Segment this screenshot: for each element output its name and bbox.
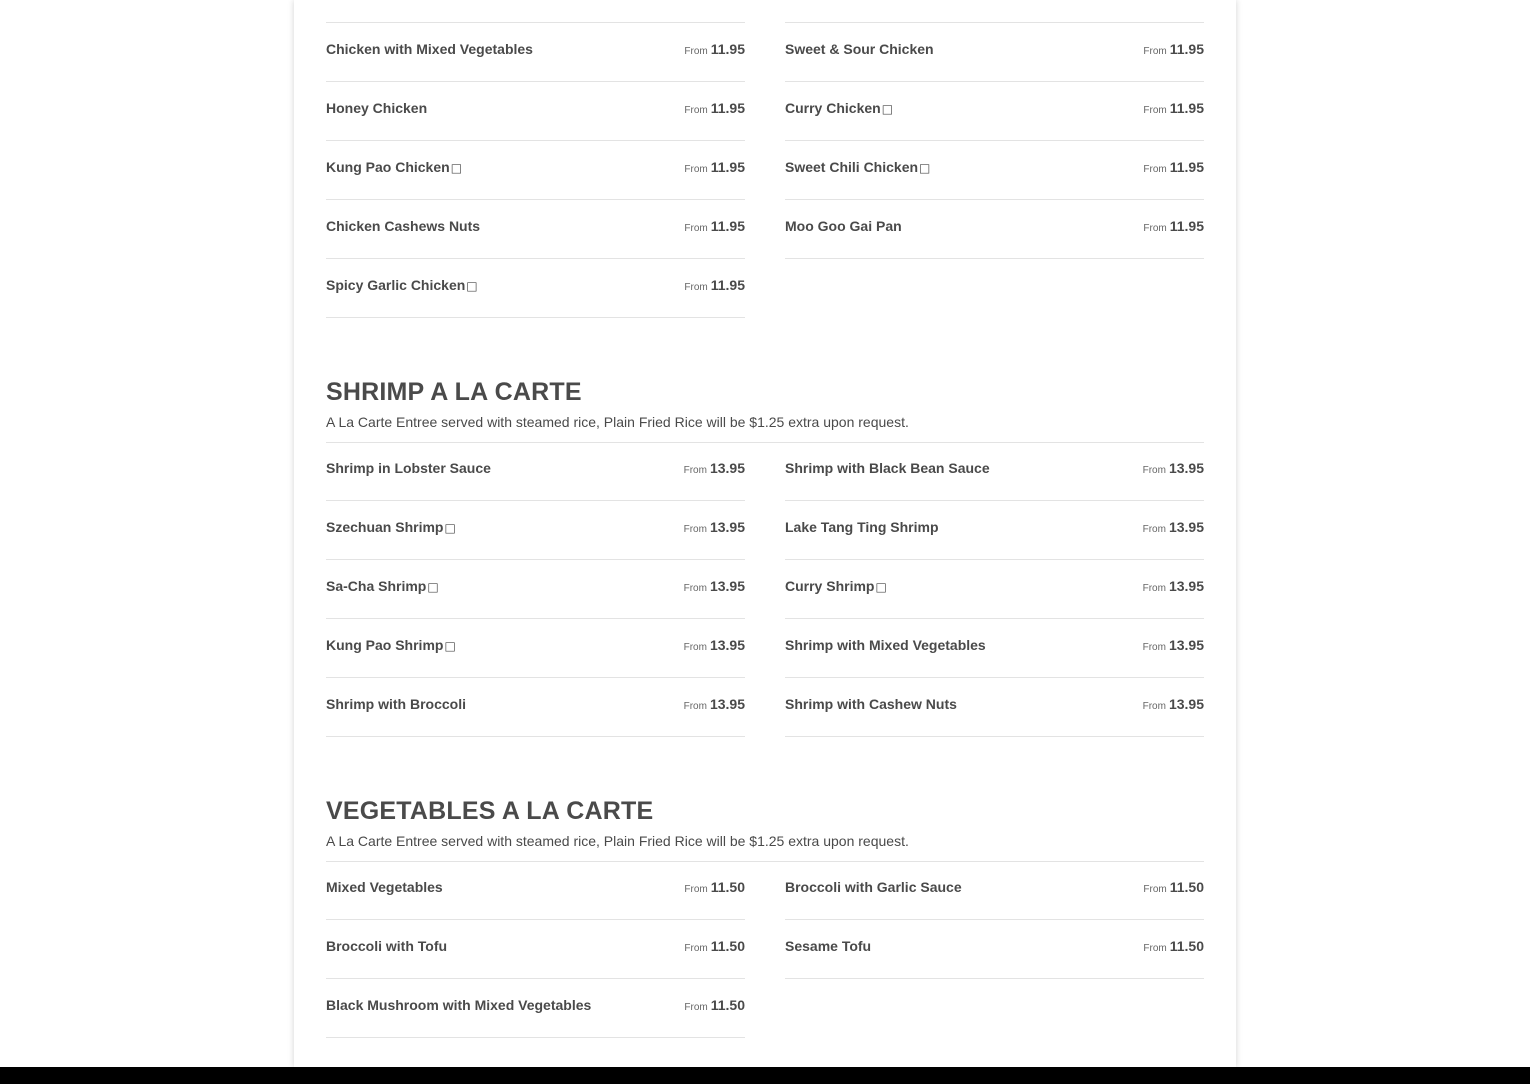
- menu-item-price: [1143, 578, 1204, 597]
- menu-item-name-text: Black Mushroom with Mixed Vegetables: [326, 997, 592, 1013]
- menu-item-price: [684, 41, 745, 60]
- price-amount: 13.95: [1168, 578, 1204, 594]
- menu-item-name: [785, 637, 986, 653]
- menu-item-name: [326, 696, 466, 712]
- spicy-icon: □: [466, 279, 478, 293]
- menu-item-name-text: Broccoli with Garlic Sauce: [785, 879, 962, 895]
- from-label: From: [1143, 884, 1167, 895]
- menu-item-name-text: Shrimp with Cashew Nuts: [785, 696, 957, 712]
- menu-item[interactable]: [785, 920, 1204, 979]
- menu-item[interactable]: [326, 141, 745, 200]
- menu-item-price: [1143, 218, 1204, 237]
- menu-item[interactable]: [326, 200, 745, 259]
- menu-item-price: [684, 218, 745, 237]
- vegetables-column-right: [785, 861, 1204, 979]
- spicy-icon: □: [881, 102, 894, 116]
- price-amount: 11.95: [1169, 100, 1204, 116]
- menu-item-name: [326, 879, 443, 895]
- menu-item[interactable]: [785, 23, 1204, 82]
- chicken-column-left: [326, 22, 745, 318]
- menu-item-price: [1143, 41, 1204, 60]
- price-amount: 11.95: [1169, 218, 1204, 234]
- price-amount: 11.50: [1169, 879, 1204, 895]
- from-label: From: [683, 642, 707, 653]
- price-amount: 13.95: [1168, 637, 1204, 653]
- price-amount: 11.95: [710, 218, 745, 234]
- from-label: From: [684, 884, 708, 895]
- menu-item[interactable]: [326, 678, 745, 737]
- menu-item-name-text: Chicken Cashews Nuts: [326, 218, 481, 234]
- menu-item-price: [684, 100, 745, 119]
- from-label: From: [683, 583, 707, 594]
- price-amount: 11.95: [710, 41, 745, 57]
- menu-item-price: [684, 460, 745, 479]
- menu-item-name-text: Szechuan Shrimp: [326, 519, 444, 535]
- menu-item-name: [785, 218, 902, 234]
- menu-item-name: [785, 460, 990, 476]
- menu-item-name: [785, 938, 871, 954]
- price-amount: 11.95: [710, 100, 745, 116]
- menu-item-price: [1143, 938, 1204, 957]
- menu-item-name-text: Shrimp with Black Bean Sauce: [785, 460, 990, 476]
- menu-item-price: [1143, 879, 1204, 898]
- from-label: From: [1143, 164, 1167, 175]
- price-amount: 11.50: [710, 879, 745, 895]
- menu-item[interactable]: [326, 619, 745, 678]
- menu-item[interactable]: [785, 678, 1204, 737]
- from-label: From: [684, 105, 708, 116]
- menu-item[interactable]: [326, 82, 745, 141]
- footer-bar: [0, 1067, 1530, 1084]
- section-title: VEGETABLES A LA CARTE: [326, 797, 654, 825]
- menu-item-name-text: Sa-Cha Shrimp: [326, 578, 427, 594]
- price-amount: 13.95: [1168, 696, 1204, 712]
- menu-item[interactable]: [785, 82, 1204, 141]
- menu-item-price: [1143, 100, 1204, 119]
- price-amount: 11.95: [1169, 159, 1204, 175]
- shrimp-section: [326, 377, 1204, 712]
- menu-item-name: [785, 100, 893, 117]
- menu-item-price: [1143, 696, 1204, 715]
- price-amount: 13.95: [709, 460, 745, 476]
- from-label: From: [1143, 223, 1167, 234]
- menu-item-price: [684, 997, 745, 1016]
- menu-item-name: [326, 519, 456, 536]
- menu-item-name-text: Curry Shrimp: [785, 578, 875, 594]
- shrimp-column-right: [785, 442, 1204, 737]
- from-label: From: [684, 282, 708, 293]
- menu-item-name-text: Kung Pao Chicken: [326, 159, 450, 175]
- section-description: A La Carte Entree served with steamed rice, Plain Fried Rice will be $1.25 extra upon request.: [326, 414, 909, 430]
- menu-item-name: [785, 41, 934, 57]
- from-label: From: [684, 943, 708, 954]
- menu-item-price: [1143, 159, 1204, 178]
- menu-item[interactable]: [326, 501, 745, 560]
- menu-item-price: [684, 696, 745, 715]
- menu-item[interactable]: [785, 619, 1204, 678]
- menu-item[interactable]: [326, 23, 745, 82]
- from-label: From: [1142, 465, 1166, 476]
- menu-item[interactable]: [785, 200, 1204, 259]
- from-label: From: [683, 701, 707, 712]
- menu-item[interactable]: [785, 141, 1204, 200]
- menu-item[interactable]: [326, 442, 745, 501]
- from-label: From: [1143, 105, 1167, 116]
- menu-item-name: [326, 460, 491, 476]
- menu-item-price: [684, 879, 745, 898]
- menu-item-name-text: Sesame Tofu: [785, 938, 872, 954]
- chicken-column-right: [785, 22, 1204, 259]
- price-amount: 11.50: [1169, 938, 1204, 954]
- price-amount: 11.50: [710, 938, 745, 954]
- spicy-icon: □: [450, 161, 463, 175]
- menu-item-price: [1143, 519, 1204, 538]
- menu-item-name-text: Curry Chicken: [785, 100, 881, 116]
- price-amount: 13.95: [709, 578, 745, 594]
- menu-item[interactable]: [785, 560, 1204, 619]
- section-title: SHRIMP A LA CARTE: [326, 378, 582, 406]
- from-label: From: [684, 164, 708, 175]
- menu-item-name-text: Mixed Vegetables: [326, 879, 443, 895]
- price-amount: 11.95: [1169, 41, 1204, 57]
- menu-item-name: [785, 159, 930, 176]
- menu-item[interactable]: [326, 560, 745, 619]
- price-amount: 13.95: [709, 637, 745, 653]
- spicy-icon: □: [427, 580, 439, 594]
- menu-item-price: [1143, 460, 1204, 479]
- price-amount: 11.95: [710, 277, 745, 293]
- vegetables-grid: [326, 861, 1204, 1013]
- vegetables-section: [326, 796, 1204, 1013]
- menu-item[interactable]: [326, 861, 745, 920]
- menu-item-name: [785, 519, 939, 535]
- menu-item-name: [326, 159, 462, 176]
- menu-item-name-text: Spicy Garlic Chicken: [326, 277, 466, 293]
- menu-item-name-text: Shrimp in Lobster Sauce: [326, 460, 491, 476]
- menu-item-name: [326, 100, 427, 116]
- spicy-icon: □: [919, 161, 931, 175]
- menu-item-name-text: Chicken with Mixed Vegetables: [326, 41, 533, 57]
- menu-item-name: [785, 578, 887, 595]
- menu-item-price: [1143, 637, 1204, 656]
- shrimp-grid: [326, 442, 1204, 712]
- menu-item-name: [326, 578, 439, 595]
- menu-item-name: [326, 277, 478, 294]
- from-label: From: [684, 1002, 708, 1013]
- menu-item-name-text: Lake Tang Ting Shrimp: [785, 519, 939, 535]
- menu-item-price: [684, 519, 745, 538]
- menu-item-price: [684, 938, 745, 957]
- menu-item-price: [684, 637, 745, 656]
- from-label: From: [1142, 524, 1166, 535]
- menu-item-name-text: Kung Pao Shrimp: [326, 637, 444, 653]
- from-label: From: [1142, 583, 1166, 594]
- menu-item[interactable]: [785, 442, 1204, 501]
- menu-item-name-text: Broccoli with Tofu: [326, 938, 448, 954]
- menu-item-name: [326, 938, 447, 954]
- price-amount: 11.95: [710, 159, 745, 175]
- menu-item[interactable]: [326, 920, 745, 979]
- from-label: From: [684, 223, 708, 234]
- section-description: A La Carte Entree served with steamed rice, Plain Fried Rice will be $1.25 extra upon request.: [326, 833, 909, 849]
- menu-item[interactable]: [785, 501, 1204, 560]
- menu-item-name-text: Sweet Chili Chicken: [785, 159, 919, 175]
- menu-item-price: [684, 578, 745, 597]
- spicy-icon: □: [444, 521, 456, 535]
- menu-item-name-text: Shrimp with Mixed Vegetables: [785, 637, 986, 653]
- menu-item-name: [326, 637, 456, 654]
- menu-item-name: [326, 997, 591, 1013]
- from-label: From: [1142, 642, 1166, 653]
- price-amount: 13.95: [709, 519, 745, 535]
- price-amount: 13.95: [1168, 519, 1204, 535]
- menu-item-name-text: Honey Chicken: [326, 100, 428, 116]
- menu-item-name-text: Shrimp with Broccoli: [326, 696, 467, 712]
- price-amount: 13.95: [1168, 460, 1204, 476]
- shrimp-column-left: [326, 442, 745, 737]
- menu-item-name-text: Sweet & Sour Chicken: [785, 41, 934, 57]
- menu-item[interactable]: [326, 979, 745, 1038]
- menu-item[interactable]: [326, 259, 745, 318]
- price-amount: 11.50: [710, 997, 745, 1013]
- spicy-icon: □: [444, 639, 456, 653]
- vegetables-column-left: [326, 861, 745, 1038]
- price-amount: 13.95: [709, 696, 745, 712]
- menu-item-name: [785, 879, 962, 895]
- from-label: From: [1143, 46, 1167, 57]
- from-label: From: [683, 524, 707, 535]
- menu-item[interactable]: [785, 861, 1204, 920]
- from-label: From: [1143, 943, 1167, 954]
- spicy-icon: □: [875, 580, 887, 594]
- menu-item-name-text: Moo Goo Gai Pan: [785, 218, 902, 234]
- menu-item-name: [326, 41, 533, 57]
- from-label: From: [683, 465, 707, 476]
- from-label: From: [684, 46, 708, 57]
- menu-page: [294, 0, 1236, 1067]
- menu-item-price: [684, 159, 745, 178]
- menu-item-price: [684, 277, 745, 296]
- from-label: From: [1142, 701, 1166, 712]
- menu-item-name: [785, 696, 957, 712]
- menu-item-name: [326, 218, 480, 234]
